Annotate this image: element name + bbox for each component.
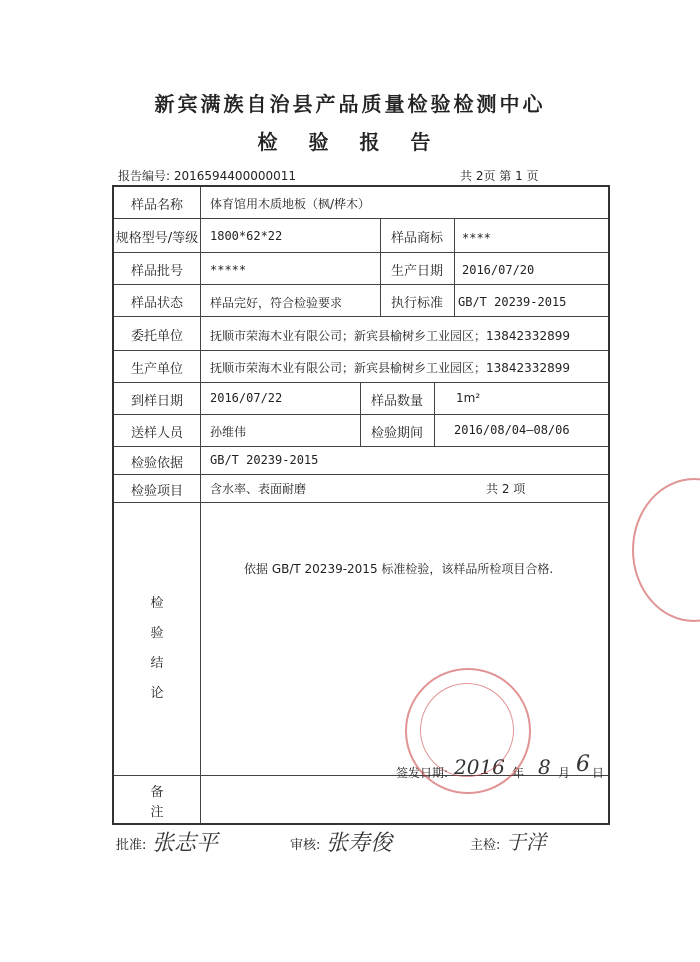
conclusion-text: 依据 GB/T 20239-2015 标准检验，该样品所检项目合格. <box>244 562 554 576</box>
remarks-label-2: 注 <box>150 805 164 820</box>
label-items: 检验项目 <box>130 484 183 499</box>
page-info: 共 2页 第 1 页 <box>460 169 539 183</box>
conclusion-label-4: 论 <box>150 686 164 701</box>
label-client: 委托单位 <box>130 329 183 344</box>
label-sample-name: 样品名称 <box>130 198 183 213</box>
label-state: 样品状态 <box>130 296 183 311</box>
label-standard: 执行标准 <box>390 296 443 311</box>
label-basis: 检验依据 <box>130 456 183 471</box>
value-state: 样品完好，符合检验要求 <box>210 296 343 310</box>
value-period: 2016/08/04—08/06 <box>454 423 570 437</box>
conclusion-label-3: 结 <box>150 656 164 671</box>
test-label: 主检: <box>470 838 501 853</box>
day-label: 日 <box>592 766 605 780</box>
sign-date-day: 6 <box>576 752 590 777</box>
label-spec: 规格型号/等级 <box>115 231 199 246</box>
review-signature: 张寿俊 <box>326 831 393 856</box>
label-producer: 生产单位 <box>130 362 183 377</box>
value-prod-date: 2016/07/20 <box>462 263 535 277</box>
report-form <box>112 185 610 825</box>
value-sender: 孙维伟 <box>210 425 247 439</box>
sign-date-month: 8 <box>538 755 551 779</box>
value-sample-name: 体育馆用木质地板（枫/桦木） <box>210 197 371 211</box>
test-signature: 于洋 <box>506 830 546 854</box>
report-number: 报告编号: 2016594400000011 <box>118 169 297 183</box>
review-label: 审核: <box>290 838 321 853</box>
value-items: 含水率、表面耐磨 <box>210 482 307 496</box>
label-prod-date: 生产日期 <box>390 264 443 279</box>
value-batch: ***** <box>210 263 247 277</box>
value-spec: 1800*62*22 <box>210 229 283 243</box>
approve-signature: 张志平 <box>152 831 219 856</box>
sign-date-label: 签发日期: <box>396 766 449 780</box>
label-sender: 送样人员 <box>130 426 183 441</box>
value-arrival: 2016/07/22 <box>210 391 283 405</box>
label-brand: 样品商标 <box>390 231 443 246</box>
value-quantity: 1m² <box>456 391 481 405</box>
doc-title: 检 验 报 告 <box>257 130 443 154</box>
remarks-label-1: 备 <box>150 785 164 800</box>
conclusion-label-2: 验 <box>150 626 164 641</box>
official-seal-inner <box>420 683 514 777</box>
label-period: 检验期间 <box>370 426 423 441</box>
value-item-count: 共 2 项 <box>486 482 526 496</box>
approve-label: 批准: <box>116 838 147 853</box>
label-quantity: 样品数量 <box>370 394 423 409</box>
month-label: 月 <box>558 766 571 780</box>
conclusion-label-1: 检 <box>150 596 164 611</box>
org-title: 新宾满族自治县产品质量检验检测中心 <box>154 92 546 116</box>
value-standard: GB/T 20239-2015 <box>458 295 567 309</box>
value-basis: GB/T 20239-2015 <box>210 453 319 467</box>
value-brand: **** <box>462 231 491 245</box>
edge-seal <box>632 478 700 622</box>
sign-date-year: 2016 <box>454 755 505 779</box>
value-client: 抚顺市荣海木业有限公司；新宾县榆树乡工业园区；13842332899 <box>210 329 570 343</box>
value-producer: 抚顺市荣海木业有限公司；新宾县榆树乡工业园区；13842332899 <box>210 361 570 375</box>
label-batch: 样品批号 <box>130 264 183 279</box>
label-arrival: 到样日期 <box>130 394 183 409</box>
year-label: 年 <box>512 766 525 780</box>
